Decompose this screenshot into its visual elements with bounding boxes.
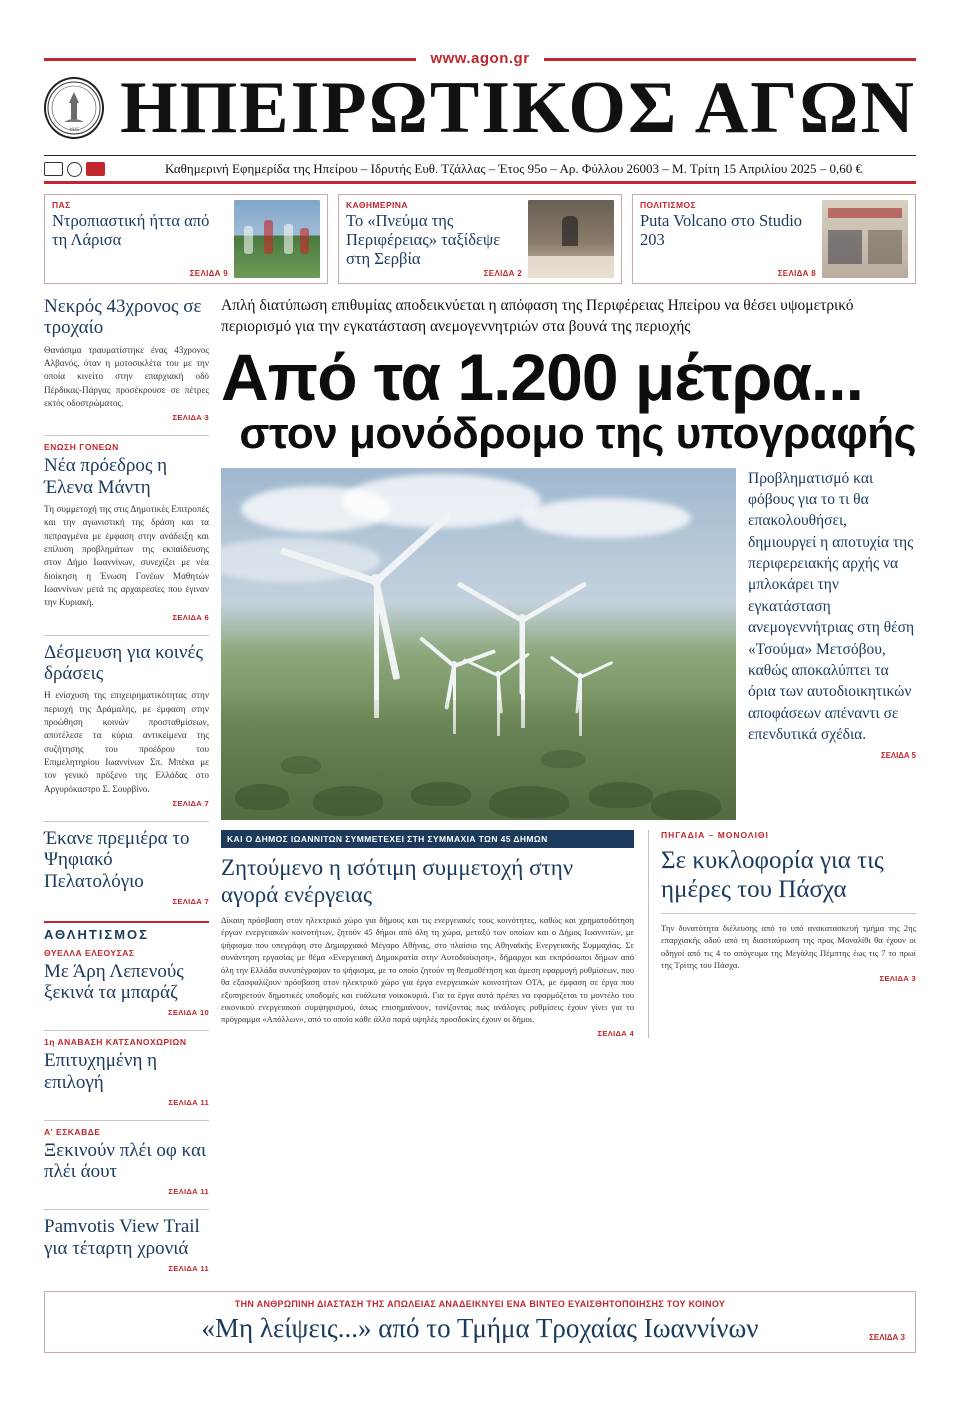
sports-page-ref: ΣΕΛΙΔΑ 10 (168, 1008, 209, 1018)
sports-kicker: Α' ΕΣΚΑΒΔΕ (44, 1126, 101, 1137)
byline (44, 156, 916, 181)
lead-headline-line2: στον μονόδρομο της υπογραφής (239, 409, 916, 459)
bottom-left-band: ΚΑΙ Ο ΔΗΜΟΣ ΙΩΑΝΝΙΤΩΝ ΣΥΜΜΕΤΕΧΕΙ ΣΤΗ ΣΥΜΜΑΧΙΑ ΤΩΝ 45 ΔΗΜΩΝ (221, 830, 634, 848)
sports-kicker: ΘΥΕΛΛΑ ΕΛΕΟΥΣΑΣ (44, 947, 135, 958)
byline-rule-bottom (44, 181, 916, 184)
band-poster-photo (822, 200, 908, 278)
bottom-stories (221, 830, 916, 1038)
bottom-right-page-ref: ΣΕΛΙΔΑ 3 (879, 974, 916, 984)
footer-headline (55, 1313, 905, 1344)
byline-logos (44, 162, 105, 177)
footer-page-ref: ΣΕΛΙΔΑ 3 (869, 1332, 905, 1342)
newspaper-front-page (0, 50, 960, 1416)
divider (44, 635, 209, 636)
teaser-page-ref: ΣΕΛΙΔΑ 8 (777, 269, 816, 279)
page-title: ΗΠΕΙΡΩΤΙΚΟΣ ΑΓΩΝ (120, 67, 916, 149)
left-story-headline: Νεκρός 43χρονος σε τροχαίο (44, 296, 202, 339)
teaser-card[interactable] (338, 194, 622, 284)
byline-text: Καθημερινή Εφημερίδα της Ηπείρου – Ιδρυτής Ευθ. Τζάλλας – Έτος 95ο – Αρ. Φύλλου 26003 – Μ. Τρίτη 15 Απριλίου 2025 – 0,60 € (164, 161, 863, 177)
left-column (44, 296, 209, 1279)
wind-turbines-photo (221, 468, 736, 820)
divider (44, 821, 209, 822)
sports-headline: Pamvotis View Trail για τέταρτη χρονιά (44, 1216, 200, 1259)
newspaper-logo-icon (44, 162, 63, 176)
left-story-page-ref: ΣΕΛΙΔΑ 6 (172, 612, 209, 622)
sports-page-ref: ΣΕΛΙΔΑ 11 (168, 1263, 209, 1273)
sports-page-ref: ΣΕΛΙΔΑ 11 (168, 1187, 209, 1197)
svg-text:1925: 1925 (69, 128, 80, 134)
left-story-page-ref: ΣΕΛΙΔΑ 7 (172, 799, 209, 809)
left-story-headline: Έκανε πρεμιέρα το Ψηφιακό Πελατολόγιο (44, 828, 190, 892)
divider (44, 1209, 209, 1210)
teaser-headline: Το «Πνεύμα της Περιφέρειας» ταξίδεψε στη Σερβία (346, 211, 501, 269)
lead-side-column (748, 468, 916, 820)
footer-banner[interactable] (44, 1291, 916, 1353)
sports-story[interactable] (44, 1216, 209, 1279)
bottom-right-body: Την δυνατότητα διέλευσης από το υπό ανακατασκευή τμήμα της 2ης επαρχιακής οδού από τη διασταύρωση της προς Μοναλίθι θα έχουν οι οδηγοί από τις 4 το απόγευμα της Μεγάλης Πέμπτης έως τις 7 το πρωί της Τρίτης του Πάσχα. (661, 922, 916, 970)
sports-divider (44, 921, 209, 923)
footer-headline-text: «Μη λείψεις...» από το Τμήμα Τροχαίας Ιωαννίνων (201, 1312, 759, 1343)
lead-standfirst: Απλή διατύπωση επιθυμίας αποδεικνύεται η απόφαση της Περιφέρειας Ηπείρου να θέσει υψομετρικό περιορισμό για την εγκατάσταση ανεμογεννητριών στα βουνά της περιοχής (221, 297, 854, 336)
football-players-photo (234, 200, 320, 278)
teaser-kicker: ΠΑΣ (52, 200, 71, 211)
masthead (44, 67, 916, 149)
left-story[interactable] (44, 828, 209, 912)
sports-page-ref: ΣΕΛΙΔΑ 11 (168, 1097, 209, 1107)
bottom-left-page-ref: ΣΕΛΙΔΑ 4 (597, 1028, 635, 1038)
lead-body-row (221, 468, 916, 820)
teaser-headline: Ντροπιαστική ήττα από τη Λάρισα (52, 211, 210, 250)
bottom-right-headline: Σε κυκλοφορία για τις ημέρες του Πάσχα (661, 846, 884, 904)
association-logo-icon (67, 162, 82, 177)
left-story[interactable] (44, 642, 209, 814)
lead-headline-line1: Από τα 1.200 μέτρα... (221, 340, 863, 415)
lead-side-page-ref: ΣΕΛΙΔΑ 5 (881, 751, 916, 761)
sports-story[interactable] (44, 1037, 209, 1113)
divider (44, 1030, 209, 1031)
divider (661, 913, 916, 914)
divider (44, 1120, 209, 1121)
bottom-left-story[interactable] (221, 830, 634, 1038)
left-story-page-ref: ΣΕΛΙΔΑ 3 (172, 413, 209, 423)
sports-headline: Ξεκινούν πλέι οφ και πλέι άουτ (44, 1139, 207, 1183)
press-logo-icon (86, 162, 105, 176)
divider (44, 435, 209, 436)
sports-headline: Με Άρη Λεπενούς ξεκινά τα μπαράζ (44, 960, 184, 1004)
left-story-body: Τη συμμετοχή της στις Δημοτικές Επιτροπές και την αγωνιστική της δράση και τα πεπραγμένα με έμφαση στην ανάδειξη και επίλυση προβλημάτων της εκπαίδευσης στον Δήμο Ιωαννίνων, συνεχίζει με νέα διοίκηση η Ένωση Γονέων Μαθητών Ιωαννίνων μετά τις αρχαιρεσίες που έγιναν την Κυριακή. (44, 503, 209, 608)
conference-speaker-photo (528, 200, 614, 278)
bottom-right-story[interactable] (648, 830, 916, 1038)
teaser-kicker: ΠΟΛΙΤΙΣΜΟΣ (640, 200, 697, 211)
left-story-kicker: ΕΝΩΣΗ ΓΟΝΕΩΝ (44, 442, 119, 453)
teaser-strip (44, 194, 916, 284)
sports-kicker: 1η ΑΝΑΒΑΣΗ ΚΑΤΣΑΝΟΧΩΡΙΩΝ (44, 1037, 187, 1048)
teaser-kicker: ΚΑΘΗΜΕΡΙΝΑ (346, 200, 408, 211)
sports-headline: Επιτυχημένη η επιλογή (44, 1050, 158, 1093)
teaser-page-ref: ΣΕΛΙΔΑ 2 (483, 269, 522, 279)
left-story[interactable] (44, 296, 209, 428)
left-story-body: Η ενίσχυση της επιχειρηματικότητας στην περιοχή της Δράμαλης, με έμφαση στην προώθηση κοινών προσταθμίσεων, αποτέλεσε τα κύρια αντικείμενα της συζήτησης του προέδρου του Επιμελητηρίου Ιωαννίνων Σπ. Μπέκα με τον γενικό πρόξενο της Ελλάδας στο Αργυρόκαστρο Σ. Σουρβίνο. (44, 690, 209, 794)
bottom-left-headline: Ζητούμενο η ισότιμη συμμετοχή στην αγορά ενέργειας (221, 854, 574, 907)
sports-section-title: ΑΘΛΗΤΙΣΜΟΣ (44, 926, 149, 942)
teaser-card[interactable] (632, 194, 916, 284)
main-column (221, 296, 916, 1279)
left-story-headline: Δέσμευση για κοινές δράσεις (44, 641, 204, 684)
lead-side-text: Προβληματισμό και φόβους για το τι θα επακολουθήσει, δημιουργεί η αποτυχία της περιφερειακής αρχής να μπλοκάρει την εγκατάσταση ανεμογεννήτριας στη θέση «Τσούμα» Μετσόβου, καθώς αποκαλύπτει τα όρια των αυτοδιοικητικών αποφάσεων απέναντι σε επενδυτικά σχέδια. (748, 469, 915, 744)
teaser-page-ref: ΣΕΛΙΔΑ 9 (189, 269, 228, 279)
newspaper-crest-icon (44, 77, 104, 139)
teaser-card[interactable] (44, 194, 328, 284)
left-story-page-ref: ΣΕΛΙΔΑ 7 (172, 896, 209, 906)
footer-kicker: ΤΗΝ ΑΝΘΡΩΠΙΝΗ ΔΙΑΣΤΑΣΗ ΤΗΣ ΑΠΩΛΕΙΑΣ ΑΝΑΔΕΙΚΝΥΕΙ ΕΝΑ ΒΙΝΤΕΟ ΕΥΑΙΣΘΗΤΟΠΟΙΗΣΗΣ ΤΟΥ ΚΟΙΝΟΥ (234, 1298, 726, 1309)
bottom-right-kicker: ΠΗΓΑΔΙΑ – ΜΟΝΟΛΙΘΙ (661, 829, 769, 840)
sports-story[interactable] (44, 1127, 209, 1203)
sports-story[interactable] (44, 948, 209, 1024)
bottom-left-body: Δίκαιη πρόσβαση στον ηλεκτρικό χώρο για δήμους και τις ενεργειακές τους κοινότητες, καθώς και χρηματοδότηση έργων ενεργειακών κοινοτήτων, ζητούν 45 δήμοι από όλη τη χώρα, μεταξύ των οποίων και ο Δήμος Ιωαννιτών, με ψήφισμα που υπεγράφη στο Δημαρχιακό Μέγαρο Αθήνας, στο πλαίσιο της Αθηναϊκής Ενεργειακής Συμμαχίας. Σε συνάντηση εργασίας με θέμα «Ενεργειακή Δημοκρατία στην Αυτοδιοίκηση», δήμαρχοι και εκπρόσωποι δήμων από όλη την Ελλάδα συνυπέγραψαν το ψήφισμα, με το οποίο ζητούν τη θεσμοθέτηση και άμεση εφαρμογή ρυθμίσεων, που θα εξασφαλίζουν πρόσβαση στον ηλεκτρικό χώρο για έργα ενεργειακών κοινοτήτων ΟΤΑ, με έμφαση σε έργα που εξυπηρετούν δημοτικές υποδομές και ευάλωτα νοικοκυριά. Για τα έργα αυτά πρέπει να εφαρμόζεται το μοντέλο του εικονικού ενεργειακού συμψηφισμού, όπως επισημαίνουν, τονίζοντας πως ανάλογες ρυθμίσεις έχουν γίνει για το πρόγραμμα «Απόλλων», από το οποίο κάθε άλλο παρά υψηλές προσδοκίες έχουν οι δήμοι. (221, 914, 635, 1025)
teaser-headline: Puta Volcano στο Studio 203 (640, 211, 803, 250)
left-story[interactable] (44, 442, 209, 627)
left-story-headline: Νέα πρόεδρος η Έλενα Μάντη (44, 455, 168, 498)
website-url[interactable]: www.agon.gr (44, 50, 916, 67)
left-story-body: Θανάσιμα τραυματίστηκε ένας 43χρονος Αλβανός, όταν η μοτοσικλέτα του με την οποία κινείτο στην επαρχιακή οδό Πέρδικας-Πάργας προσέκρουσε σε πέτρες εκτός οδοστρώματος. (44, 344, 209, 409)
main-grid (44, 296, 916, 1279)
